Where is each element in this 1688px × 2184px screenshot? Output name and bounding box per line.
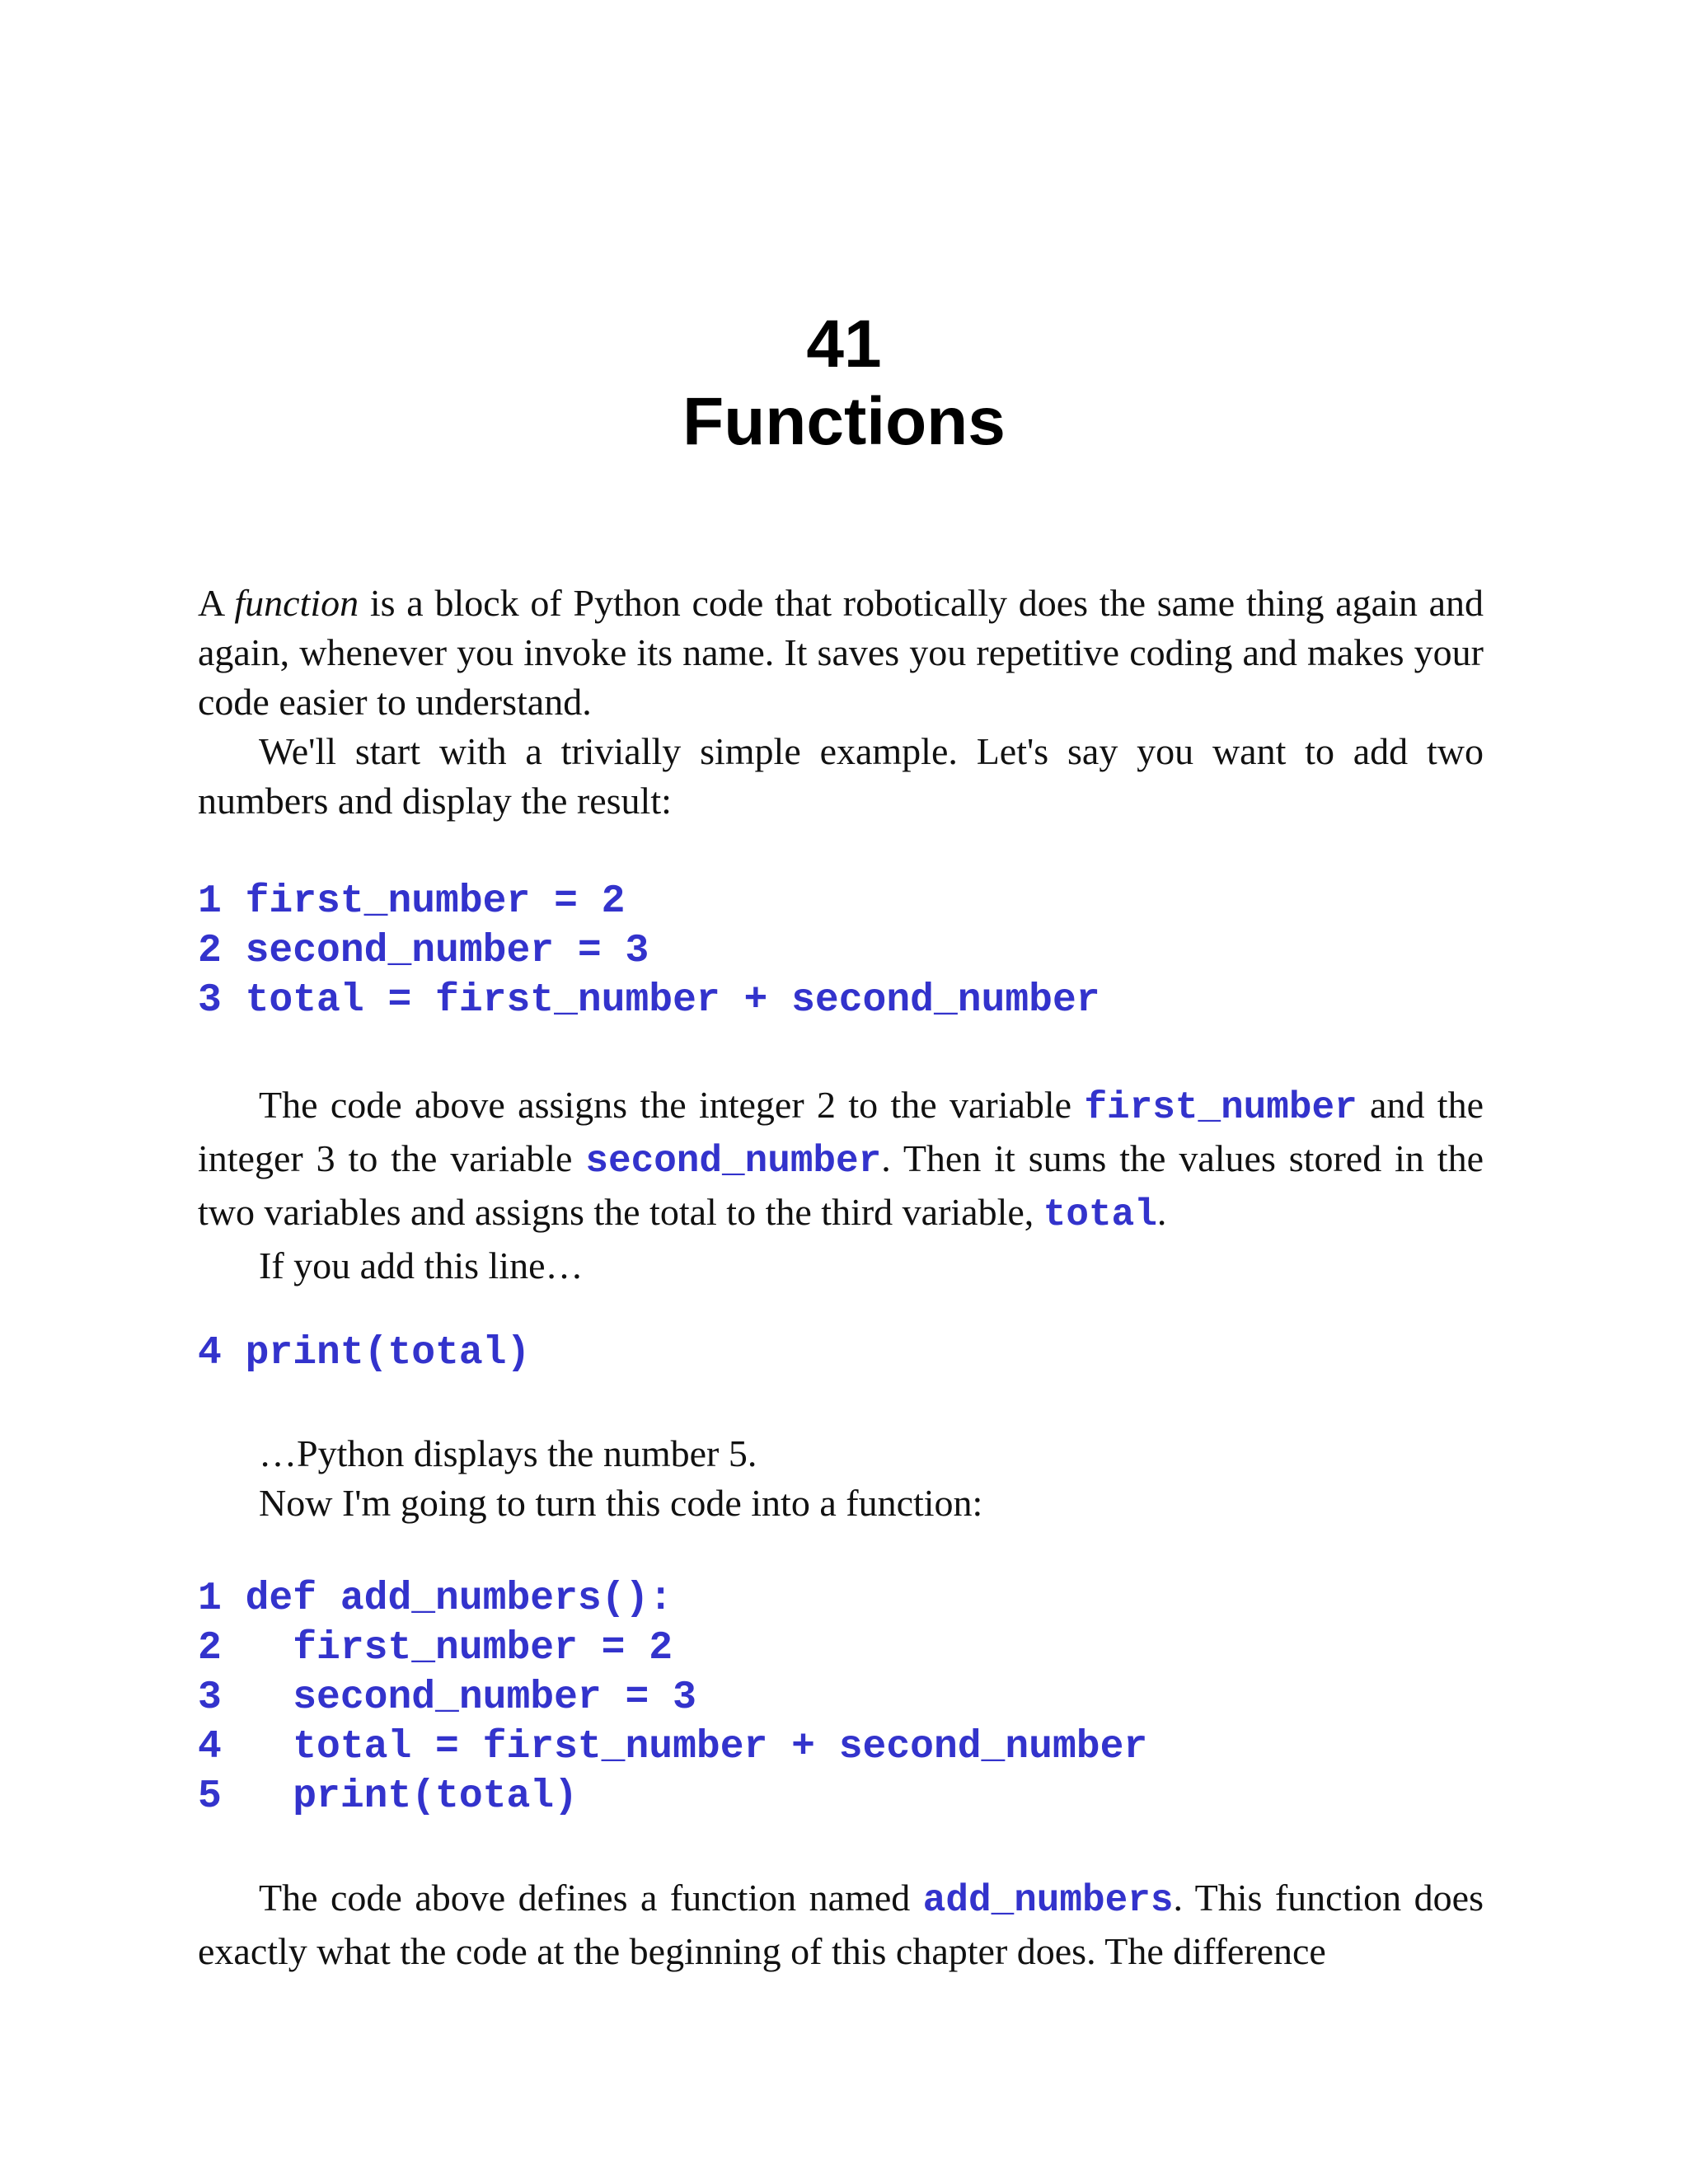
- add-line-paragraph: If you add this line…: [259, 1244, 584, 1286]
- code-line: 4 print(total): [198, 1331, 531, 1376]
- explanation-section: [198, 1080, 1484, 1291]
- code-line: 4 total = first_number + second_number: [198, 1725, 1148, 1769]
- after-section: [198, 1429, 1484, 1528]
- python-displays-paragraph: …Python displays the number 5.: [259, 1432, 757, 1474]
- code-line: 2 second_number = 3: [198, 929, 649, 973]
- function-term: function: [234, 582, 359, 624]
- code-line: 5 print(total): [198, 1774, 578, 1819]
- inline-code-first-number: first_number: [1084, 1086, 1357, 1129]
- definition-paragraph: The code above defines a function named add_numbers. This function does exactly what the code at the beginning of this chapter does. The difference: [198, 1877, 1484, 1972]
- inline-code-second-number: second_number: [585, 1140, 882, 1183]
- code-line: 1 first_number = 2: [198, 879, 626, 924]
- chapter-title: Functions: [682, 384, 1006, 459]
- intro-paragraph: A function is a block of Python code that robotically does the same thing again and again, whenever you invoke its name. It saves you repetitive coding and makes your code easier to understand.: [198, 582, 1484, 723]
- code-line: 3 total = first_number + second_number: [198, 978, 1100, 1023]
- intro-section: [198, 579, 1484, 826]
- code-block-2: [198, 1329, 530, 1378]
- example-paragraph: We'll start with a trivially simple example. Let's say you want to add two numbers and display the result:: [198, 730, 1484, 822]
- final-section: [198, 1872, 1484, 1977]
- turn-into-function-paragraph: Now I'm going to turn this code into a function:: [259, 1482, 983, 1524]
- explanation-paragraph: The code above assigns the integer 2 to the variable first_number and the integer 3 to the variable second_number. Then it sums the values stored in the two variables and assigns the total to the third variable, total.: [198, 1084, 1484, 1236]
- code-block-3: [198, 1574, 1147, 1821]
- code-line: 1 def add_numbers():: [198, 1577, 673, 1621]
- code-block-1: [198, 877, 1100, 1025]
- inline-code-total: total: [1043, 1193, 1157, 1236]
- chapter-number: 41: [806, 307, 882, 382]
- code-line: 3 second_number = 3: [198, 1675, 696, 1720]
- code-line: 2 first_number = 2: [198, 1626, 673, 1671]
- inline-code-add-numbers: add_numbers: [922, 1879, 1174, 1922]
